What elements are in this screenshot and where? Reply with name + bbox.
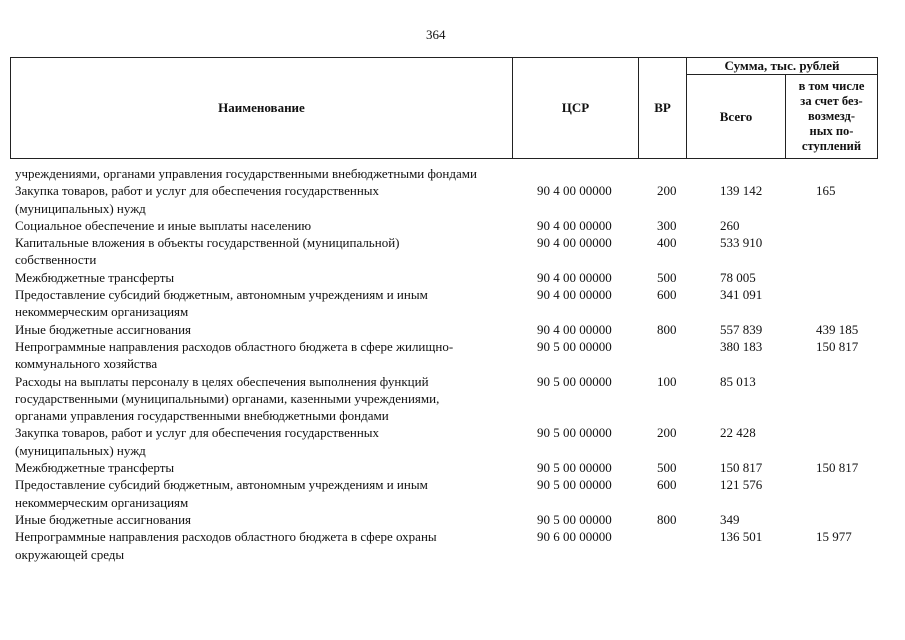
header-free-line: ных по- <box>809 124 854 138</box>
row-vr: 800 <box>657 321 677 337</box>
header-free-line: за счет без- <box>800 94 863 108</box>
table-row <box>0 321 905 338</box>
row-vr: 200 <box>657 183 677 199</box>
row-name: Непрограммные направления расходов областного бюджета в сфере жилищно-коммунального хозяйства <box>15 338 454 372</box>
row-free: 150 817 <box>816 338 859 354</box>
row-name: Расходы на выплаты персоналу в целях обеспечения выполнения функций государственными (муниципальными) органами, казенными учреждениями, органами управления государственными внебюджетными фондами <box>15 373 440 424</box>
row-csr: 90 4 00 00000 <box>537 217 612 233</box>
row-total: 260 <box>720 217 740 233</box>
header-csr: ЦСР <box>513 58 639 159</box>
table-row <box>0 459 905 476</box>
row-free: 150 817 <box>816 460 859 476</box>
table-row <box>0 511 905 528</box>
row-vr: 500 <box>657 460 677 476</box>
row-csr: 90 4 00 00000 <box>537 235 612 251</box>
table-row <box>0 476 905 511</box>
row-vr: 500 <box>657 269 677 285</box>
row-total: 22 428 <box>720 425 756 441</box>
row-name: Закупка товаров, работ и услуг для обеспечения государственных (муниципальных) нужд <box>15 425 380 458</box>
row-name: учреждениями, органами управления государственными внебюджетными фондами <box>15 166 477 181</box>
row-vr: 400 <box>657 235 677 251</box>
row-csr: 90 4 00 00000 <box>537 269 612 285</box>
row-total: 136 501 <box>720 529 763 545</box>
row-vr: 800 <box>657 511 677 527</box>
table-row <box>0 234 905 269</box>
header-free-line: в том числе <box>798 79 865 93</box>
row-name: Непрограммные направления расходов областного бюджета в сфере охраны окружающей среды <box>15 529 437 562</box>
row-total: 341 091 <box>720 287 763 303</box>
row-name: Иные бюджетные ассигнования <box>15 511 192 527</box>
header-sum: Сумма, тыс. рублей <box>687 58 878 75</box>
row-vr: 300 <box>657 217 677 233</box>
table-header <box>10 57 878 159</box>
row-total: 78 005 <box>720 269 756 285</box>
table-row <box>0 165 905 182</box>
row-total: 139 142 <box>720 183 763 199</box>
row-csr: 90 5 00 00000 <box>537 477 612 493</box>
row-total: 85 013 <box>720 373 756 389</box>
row-name: Предоставление субсидий бюджетным, автономным учреждениям и иным некоммерческим организациям <box>15 477 428 510</box>
row-free: 15 977 <box>816 529 852 545</box>
row-total: 150 817 <box>720 460 763 476</box>
table-row <box>0 528 905 563</box>
row-csr: 90 4 00 00000 <box>537 287 612 303</box>
row-csr: 90 5 00 00000 <box>537 511 612 527</box>
row-csr: 90 4 00 00000 <box>537 321 612 337</box>
row-name: Социальное обеспечение и иные выплаты населению <box>15 217 312 233</box>
row-csr: 90 5 00 00000 <box>537 460 612 476</box>
row-csr: 90 5 00 00000 <box>537 373 612 389</box>
row-csr: 90 5 00 00000 <box>537 425 612 441</box>
header-total: Всего <box>687 75 786 159</box>
row-vr: 100 <box>657 373 677 389</box>
row-total: 380 183 <box>720 338 763 354</box>
page-number: 364 <box>426 27 446 42</box>
row-free: 439 185 <box>816 321 859 337</box>
header-free-line: ступлений <box>801 139 862 153</box>
table-body <box>0 165 905 563</box>
header-vr: ВР <box>639 58 687 159</box>
row-name: Межбюджетные трансферты <box>15 269 175 285</box>
table-row <box>0 269 905 286</box>
header-free-line: возмезд- <box>807 109 856 123</box>
row-total: 533 910 <box>720 235 763 251</box>
table-row <box>0 217 905 234</box>
row-total: 349 <box>720 511 740 527</box>
row-name: Предоставление субсидий бюджетным, автономным учреждениям и иным некоммерческим организациям <box>15 287 428 320</box>
row-vr: 600 <box>657 477 677 493</box>
table-row <box>0 286 905 321</box>
row-csr: 90 5 00 00000 <box>537 338 612 354</box>
table-row <box>0 373 905 425</box>
row-name: Закупка товаров, работ и услуг для обеспечения государственных (муниципальных) нужд <box>15 183 380 216</box>
row-csr: 90 4 00 00000 <box>537 183 612 199</box>
row-free: 165 <box>816 183 836 199</box>
row-total: 557 839 <box>720 321 763 337</box>
row-vr: 600 <box>657 287 677 303</box>
row-total: 121 576 <box>720 477 763 493</box>
row-vr: 200 <box>657 425 677 441</box>
table-row <box>0 424 905 459</box>
row-name: Межбюджетные трансферты <box>15 460 175 476</box>
table-row <box>0 182 905 217</box>
header-name: Наименование <box>11 58 513 159</box>
header-free <box>786 75 878 159</box>
row-name: Капитальные вложения в объекты государственной (муниципальной) собственности <box>15 235 400 268</box>
row-name: Иные бюджетные ассигнования <box>15 321 192 337</box>
table-row <box>0 338 905 373</box>
row-csr: 90 6 00 00000 <box>537 529 612 545</box>
